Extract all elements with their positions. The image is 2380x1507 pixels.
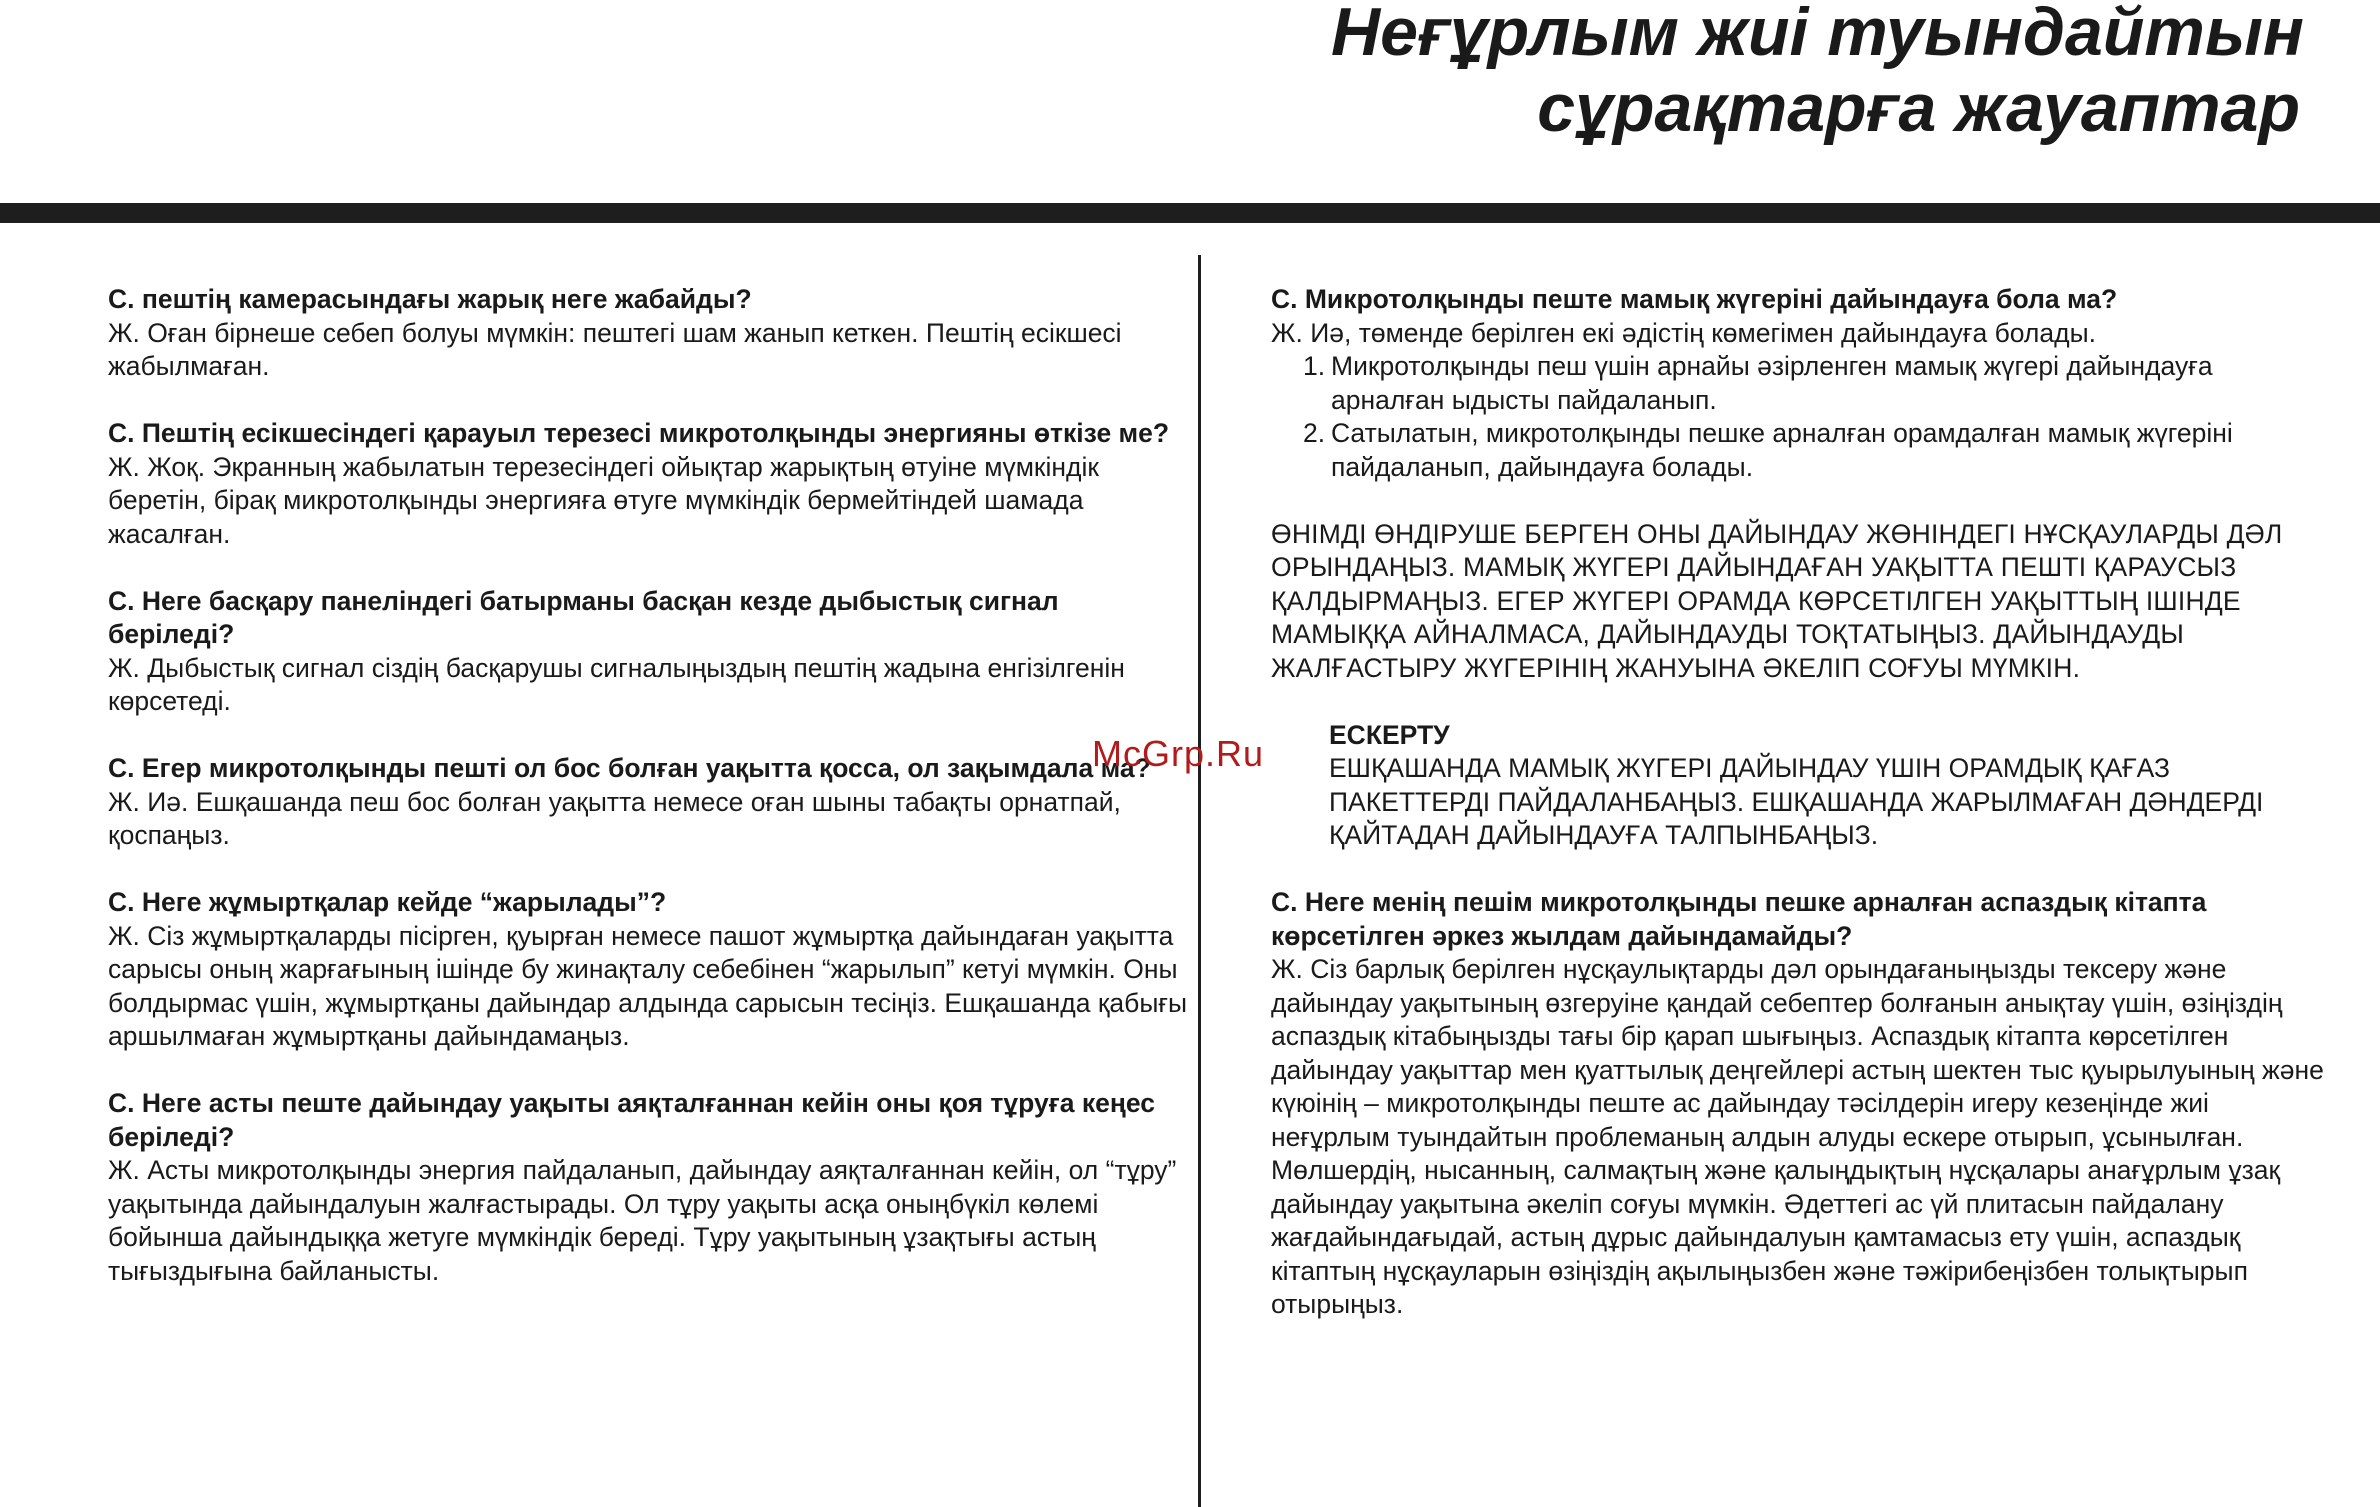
list-item-number: 1.	[1303, 351, 1326, 381]
faq-question: С. Пештің есікшесіндегі қарауыл терезесі микротолқынды энергияны өткізе ме?	[108, 418, 1170, 448]
column-divider	[1198, 255, 1201, 1507]
faq-question: С. Неге жұмыртқалар кейде “жарылады”?	[108, 887, 667, 917]
faq-item	[108, 752, 1188, 853]
warning-caps-text: ӨНІМДІ ӨНДІРУШЕ БЕРГЕН ОНЫ ДАЙЫНДАУ ЖӨНІНДЕГІ НҰСҚАУЛАРДЫ ДӘЛ ОРЫНДАҢЫЗ. МАМЫҚ ЖҮГЕРІ ДАЙЫНДАҒАН УАҚЫТТА ПЕШТІ ҚАРАУСЫЗ ҚАЛДЫРМАҢЫЗ. ЕГЕР ЖҮГЕРІ ОРАМДА КӨРСЕТІЛГЕН УАҚЫТТЫҢ ІШІНДЕ МАМЫҚҚА АЙНАЛМАСА, ДАЙЫНДАУДЫ ТОҚТАТЫҢЫЗ. ДАЙЫНДАУДЫ ЖАЛҒАСТЫРУ ЖҮГЕРІНІҢ ЖАНУЫНА ӘКЕЛІП СОҒУЫ МҮМКІН.	[1271, 518, 2283, 683]
faq-item	[108, 417, 1188, 551]
faq-answer: Ж. Жоқ. Экранның жабылатын терезесіндегі ойықтар жарықтың өтуіне мүмкіндік беретін, бірақ микротолқынды энергияға өтуге мүмкіндік бермейтіндей шамада жасалған.	[108, 451, 1099, 549]
faq-answer: Ж. Иә, төменде берілген екі әдістің көмегімен дайындауға болады.	[1271, 317, 2097, 348]
faq-answer: Ж. Сіз барлық берілген нұсқаулықтарды дәл орындағаныңызды тексеру және дайындау уақытының өзгеруіне қандай себептер болғанын анықтау үшін, өзіңіздің аспаздық кітабыңызды тағы бір қарап шығыңыз. Аспаздық кітапта көрсетілген дайындау уақыттар мен қуаттылық деңгейлері астың шектен тыс қуырылуының және күюінің – микротолқынды пеште ас дайындау тәсілдерін игеру кезеңінде жиі неғұрлым туындайтын проблеманың алдын алуды ескере отырып, ұсынылған. Мөлшердің, нысанның, салмақтың және қалыңдықтың нұсқалары анағұрлым ұзақ дайындау уақытына әкеліп соғуы мүмкін. Әдеттегі ас үй плитасын пайдалану жағдайындағыдай, астың дұрыс дайындалуын қамтамасыз ету үшін, аспаздық кітаптың нұсқауларын өзіңіздің ақылыңызбен және тәжірибеңізбен толықтырып отырыңыз.	[1271, 954, 2324, 1319]
numbered-list	[1271, 350, 2331, 484]
faq-question: С. Неге асты пеште дайындау уақыты аяқталғаннан кейін оны қоя тұруға кеңес беріледі?	[108, 1088, 1155, 1152]
note-block	[1329, 719, 2331, 853]
list-item-text: Сатылатын, микротолқынды пешке арналған орамдалған мамық жүгеріні пайдаланып, дайындауға болады.	[1331, 418, 2233, 482]
faq-item	[108, 585, 1188, 719]
page-title	[1331, 0, 2304, 146]
page-title-line-1: Неғұрлым жиі туындайтын	[1331, 0, 2304, 70]
list-item	[1271, 417, 2331, 484]
list-item-text: Микротолқынды пеш үшін арнайы әзірленген мамық жүгері дайындауға арналған ыдысты пайдаланып.	[1331, 351, 2213, 415]
faq-item	[108, 886, 1188, 1054]
list-item	[1271, 350, 2331, 417]
note-text: ЕШҚАШАНДА МАМЫҚ ЖҮГЕРІ ДАЙЫНДАУ ҮШІН ОРАМДЫҚ ҚАҒАЗ ПАКЕТТЕРДІ ПАЙДАЛАНБАҢЫЗ. ЕШҚАШАНДА ЖАРЫЛМАҒАН ДӘНДЕРДІ ҚАЙТАДАН ДАЙЫНДАУҒА ТАЛПЫНБАҢЫЗ.	[1329, 753, 2264, 850]
faq-question: С. пештің камерасындағы жарық неге жабайды?	[108, 284, 752, 314]
faq-answer: Ж. Дыбыстық сигнал сіздің басқарушы сигналыңыздың пештің жадына енгізілгенін көрсетеді.	[108, 652, 1125, 716]
faq-question: С. Егер микротолқынды пешті ол бос болған уақытта қосса, ол зақымдала ма?	[108, 753, 1151, 783]
faq-question: С. Неге басқару панеліндегі батырманы басқан кезде дыбыстық сигнал беріледі?	[108, 585, 1059, 649]
page-title-line-2: сұрақтарға жауаптар	[1537, 70, 2300, 146]
faq-item-popcorn	[1271, 283, 2331, 484]
faq-item-cookbook	[1271, 886, 2331, 1322]
list-item-number: 2.	[1303, 418, 1326, 448]
note-title: ЕСКЕРТУ	[1329, 719, 1450, 750]
right-column	[1271, 283, 2331, 1355]
faq-answer: Ж. Сіз жұмыртқаларды пісірген, қуырған немесе пашот жұмыртқа дайындаған уақытта сарысы оның жарғағының ішінде бу жинақталу себебінен “жарылып” кетуі мүмкін. Оны болдырмас үшін, жұмыртқаны дайындар алдында сарысын тесіңіз. Ешқашанда қабығы аршылмаған жұмыртқаны дайындамаңыз.	[108, 920, 1188, 1051]
faq-answer: Ж. Оған бірнеше себеп болуы мүмкін: пештегі шам жанып кеткен. Пештің есікшесі жабылмаған.	[108, 317, 1122, 381]
faq-question: С. Микротолқынды пеште мамық жүгеріні дайындауға бола ма?	[1271, 284, 2118, 314]
left-column	[108, 283, 1188, 1322]
faq-item	[108, 283, 1188, 384]
faq-question: С. Неге менің пешім микротолқынды пешке арналған аспаздық кітапта көрсетілген әркез жылдам дайындамайды?	[1271, 887, 2207, 951]
watermark: McGrp.Ru	[1092, 733, 1265, 774]
header-rule	[0, 203, 2380, 223]
faq-answer: Ж. Иә. Ешқашанда пеш бос болған уақытта немесе оған шыны табақты орнатпай, қоспаңыз.	[108, 786, 1121, 850]
faq-answer: Ж. Асты микротолқынды энергия пайдаланып, дайындау аяқталғаннан кейін, ол “тұру” уақытында дайындалуын жалғастырады. Ол тұру уақыты асқа оныңбүкіл көлемі бойынша дайындыққа жетуге мүмкіндік береді. Тұру уақытының ұзақтығы астың тығыздығына байланысты.	[108, 1155, 1177, 1286]
faq-item	[108, 1087, 1188, 1288]
